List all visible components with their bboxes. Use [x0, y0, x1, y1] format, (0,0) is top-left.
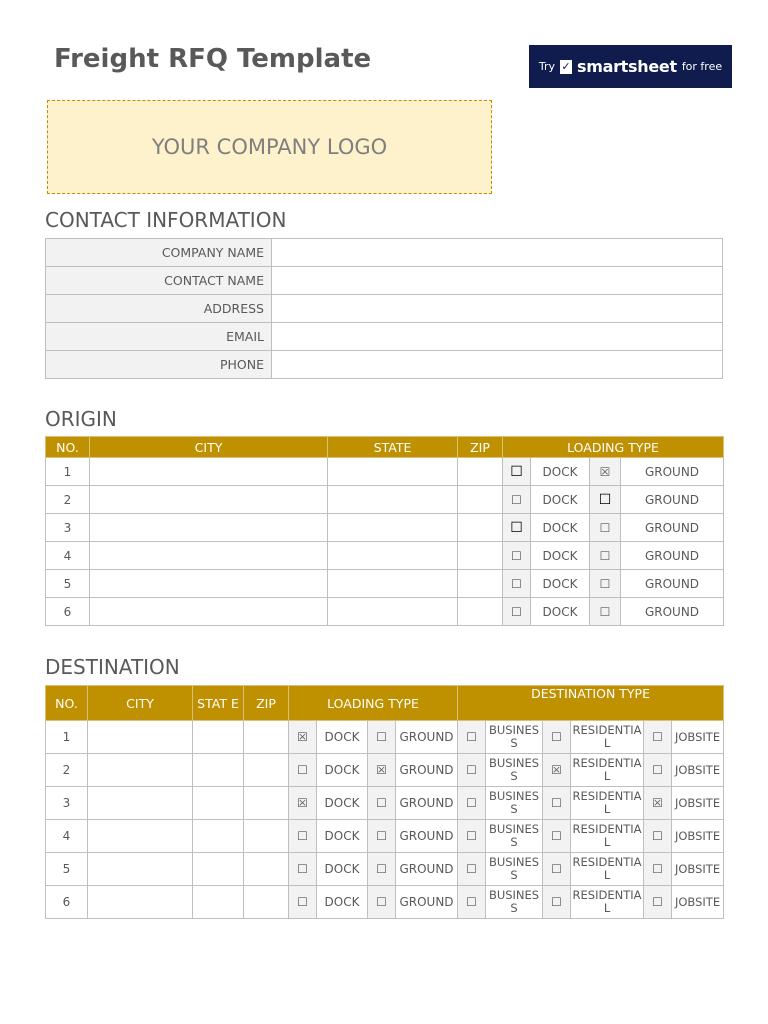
business-checkbox[interactable]: ☐	[458, 853, 486, 886]
residential-checkbox[interactable]: ☐	[543, 853, 571, 886]
page-title: Freight RFQ Template	[54, 44, 372, 74]
state-field[interactable]	[328, 542, 458, 570]
ground-checkbox[interactable]: ☐	[368, 787, 396, 820]
company-name-label: COMPANY NAME	[46, 239, 272, 267]
dock-checkbox[interactable]: ☐	[289, 886, 317, 919]
dock-label: DOCK	[317, 721, 368, 754]
phone-field[interactable]	[272, 351, 723, 379]
address-field[interactable]	[272, 295, 723, 323]
business-checkbox[interactable]: ☐	[458, 787, 486, 820]
zip-field[interactable]	[458, 570, 503, 598]
residential-checkbox[interactable]: ☐	[543, 787, 571, 820]
city-field[interactable]	[90, 486, 328, 514]
state-field[interactable]	[328, 486, 458, 514]
contact-info-table	[45, 238, 723, 379]
jobsite-label: JOBSITE	[672, 853, 724, 886]
ground-checkbox[interactable]: ☐	[368, 853, 396, 886]
banner-try-text: Try	[538, 60, 555, 73]
dock-checkbox[interactable]: ☒	[289, 721, 317, 754]
business-checkbox[interactable]: ☐	[458, 754, 486, 787]
row-number: 4	[46, 542, 90, 570]
dock-label: DOCK	[317, 787, 368, 820]
ground-checkbox[interactable]: ☐	[590, 486, 621, 514]
ground-label: GROUND	[396, 721, 458, 754]
contact-section-heading: CONTACT INFORMATION	[45, 208, 287, 232]
residential-checkbox[interactable]: ☐	[543, 721, 571, 754]
row-number: 3	[46, 787, 88, 820]
jobsite-label: JOBSITE	[672, 820, 724, 853]
ground-checkbox[interactable]: ☐	[368, 820, 396, 853]
table-row	[46, 853, 724, 886]
state-field[interactable]	[193, 787, 244, 820]
ground-label: GROUND	[621, 542, 724, 570]
zip-field[interactable]	[244, 820, 289, 853]
state-field[interactable]	[193, 853, 244, 886]
jobsite-label: JOBSITE	[672, 721, 724, 754]
jobsite-checkbox[interactable]: ☐	[644, 721, 672, 754]
ground-label: GROUND	[396, 886, 458, 919]
table-row	[46, 323, 723, 351]
jobsite-checkbox[interactable]: ☐	[644, 853, 672, 886]
city-field[interactable]	[90, 598, 328, 626]
row-number: 2	[46, 486, 90, 514]
ground-checkbox[interactable]: ☐	[368, 886, 396, 919]
city-field[interactable]	[88, 721, 193, 754]
dest-zip-header: ZIP	[244, 686, 289, 721]
table-row	[46, 486, 724, 514]
smartsheet-try-free-banner[interactable]	[529, 45, 732, 88]
business-label: BUSINESS	[486, 886, 543, 919]
residential-label: RESIDENTIAL	[571, 820, 644, 853]
dest-city-header: CITY	[88, 686, 193, 721]
residential-label: RESIDENTIAL	[571, 787, 644, 820]
business-checkbox[interactable]: ☐	[458, 886, 486, 919]
state-field[interactable]	[328, 514, 458, 542]
state-field[interactable]	[193, 886, 244, 919]
jobsite-label: JOBSITE	[672, 754, 724, 787]
state-field[interactable]	[328, 598, 458, 626]
ground-label: GROUND	[621, 570, 724, 598]
city-field[interactable]	[88, 820, 193, 853]
row-number: 6	[46, 886, 88, 919]
row-number: 1	[46, 721, 88, 754]
origin-city-header: CITY	[90, 437, 328, 458]
state-field[interactable]	[328, 458, 458, 486]
residential-label: RESIDENTIAL	[571, 721, 644, 754]
zip-field[interactable]	[244, 787, 289, 820]
business-checkbox[interactable]: ☐	[458, 721, 486, 754]
jobsite-checkbox[interactable]: ☐	[644, 820, 672, 853]
zip-field[interactable]	[244, 853, 289, 886]
business-label: BUSINESS	[486, 853, 543, 886]
origin-zip-header: ZIP	[458, 437, 503, 458]
dock-label: DOCK	[531, 458, 590, 486]
dock-checkbox[interactable]: ☐	[503, 542, 531, 570]
dock-checkbox[interactable]: ☐	[503, 486, 531, 514]
dest-loading-type-header: LOADING TYPE	[289, 686, 458, 721]
origin-table	[45, 436, 724, 626]
city-field[interactable]	[88, 886, 193, 919]
dock-checkbox[interactable]: ☒	[289, 787, 317, 820]
row-number: 3	[46, 514, 90, 542]
residential-label: RESIDENTIAL	[571, 886, 644, 919]
ground-label: GROUND	[396, 853, 458, 886]
zip-field[interactable]	[458, 514, 503, 542]
dest-no-header: NO.	[46, 686, 88, 721]
ground-label: GROUND	[621, 486, 724, 514]
dock-checkbox[interactable]: ☐	[503, 458, 531, 486]
city-field[interactable]	[88, 787, 193, 820]
state-field[interactable]	[193, 721, 244, 754]
state-field[interactable]	[193, 820, 244, 853]
origin-section-heading: ORIGIN	[45, 407, 117, 431]
row-number: 1	[46, 458, 90, 486]
state-field[interactable]	[328, 570, 458, 598]
contact-name-field[interactable]	[272, 267, 723, 295]
ground-label: GROUND	[621, 514, 724, 542]
dock-label: DOCK	[317, 853, 368, 886]
business-label: BUSINESS	[486, 754, 543, 787]
ground-checkbox[interactable]: ☒	[590, 458, 621, 486]
company-logo-placeholder[interactable]	[47, 100, 492, 194]
row-number: 5	[46, 570, 90, 598]
zip-field[interactable]	[244, 886, 289, 919]
logo-placeholder-text: YOUR COMPANY LOGO	[151, 135, 388, 159]
dest-destination-type-header: DESTINATION TYPE	[458, 686, 724, 721]
jobsite-checkbox[interactable]: ☐	[644, 886, 672, 919]
ground-checkbox[interactable]: ☐	[590, 598, 621, 626]
dock-label: DOCK	[531, 570, 590, 598]
row-number: 4	[46, 820, 88, 853]
dock-checkbox[interactable]: ☐	[503, 570, 531, 598]
dock-label: DOCK	[531, 598, 590, 626]
dest-state-header: STAT E	[193, 686, 244, 721]
table-row	[46, 295, 723, 323]
dock-checkbox[interactable]: ☐	[503, 598, 531, 626]
table-row	[46, 754, 724, 787]
ground-checkbox[interactable]: ☐	[590, 570, 621, 598]
table-row	[46, 721, 724, 754]
dock-label: DOCK	[531, 486, 590, 514]
zip-field[interactable]	[458, 598, 503, 626]
ground-checkbox[interactable]: ☐	[368, 721, 396, 754]
zip-field[interactable]	[244, 721, 289, 754]
origin-header-row	[46, 437, 724, 458]
banner-free-text: for free	[681, 60, 723, 73]
table-row	[46, 542, 724, 570]
table-row	[46, 787, 724, 820]
jobsite-label: JOBSITE	[672, 787, 724, 820]
zip-field[interactable]	[458, 458, 503, 486]
row-number: 2	[46, 754, 88, 787]
table-row	[46, 267, 723, 295]
row-number: 6	[46, 598, 90, 626]
city-field[interactable]	[88, 853, 193, 886]
table-row	[46, 820, 724, 853]
company-name-field[interactable]	[272, 239, 723, 267]
ground-label: GROUND	[621, 458, 724, 486]
business-label: BUSINESS	[486, 820, 543, 853]
dock-checkbox[interactable]: ☐	[503, 514, 531, 542]
table-row	[46, 351, 723, 379]
contact-name-label: CONTACT NAME	[46, 267, 272, 295]
business-label: BUSINESS	[486, 787, 543, 820]
city-field[interactable]	[90, 570, 328, 598]
destination-header-row	[46, 686, 724, 721]
city-field[interactable]	[88, 754, 193, 787]
ground-checkbox[interactable]: ☒	[368, 754, 396, 787]
row-number: 5	[46, 853, 88, 886]
origin-loading-type-header: LOADING TYPE	[503, 437, 724, 458]
dock-label: DOCK	[531, 542, 590, 570]
city-field[interactable]	[90, 542, 328, 570]
jobsite-checkbox[interactable]: ☐	[644, 754, 672, 787]
table-row	[46, 239, 723, 267]
ground-label: GROUND	[621, 598, 724, 626]
origin-state-header: STATE	[328, 437, 458, 458]
jobsite-label: JOBSITE	[672, 886, 724, 919]
dock-label: DOCK	[317, 754, 368, 787]
zip-field[interactable]	[458, 542, 503, 570]
residential-checkbox[interactable]: ☐	[543, 820, 571, 853]
destination-table	[45, 685, 724, 919]
business-label: BUSINESS	[486, 721, 543, 754]
destination-section-heading: DESTINATION	[45, 655, 180, 679]
ground-checkbox[interactable]: ☐	[590, 542, 621, 570]
email-field[interactable]	[272, 323, 723, 351]
ground-label: GROUND	[396, 787, 458, 820]
dock-checkbox[interactable]: ☐	[289, 754, 317, 787]
ground-checkbox[interactable]: ☐	[590, 514, 621, 542]
origin-no-header: NO.	[46, 437, 90, 458]
residential-label: RESIDENTIAL	[571, 754, 644, 787]
table-row	[46, 458, 724, 486]
residential-label: RESIDENTIAL	[571, 853, 644, 886]
zip-field[interactable]	[458, 486, 503, 514]
table-row	[46, 514, 724, 542]
ground-label: GROUND	[396, 820, 458, 853]
phone-label: PHONE	[46, 351, 272, 379]
email-label: EMAIL	[46, 323, 272, 351]
smartsheet-check-icon: ✓	[561, 59, 571, 73]
zip-field[interactable]	[244, 754, 289, 787]
dock-checkbox[interactable]: ☐	[289, 820, 317, 853]
table-row	[46, 570, 724, 598]
residential-checkbox[interactable]: ☐	[543, 886, 571, 919]
state-field[interactable]	[193, 754, 244, 787]
city-field[interactable]	[90, 458, 328, 486]
residential-checkbox[interactable]: ☒	[543, 754, 571, 787]
business-checkbox[interactable]: ☐	[458, 820, 486, 853]
city-field[interactable]	[90, 514, 328, 542]
dock-label: DOCK	[317, 886, 368, 919]
banner-brand-text: smartsheet	[577, 57, 677, 76]
table-row	[46, 598, 724, 626]
address-label: ADDRESS	[46, 295, 272, 323]
dock-label: DOCK	[317, 820, 368, 853]
ground-label: GROUND	[396, 754, 458, 787]
jobsite-checkbox[interactable]: ☒	[644, 787, 672, 820]
dock-checkbox[interactable]: ☐	[289, 853, 317, 886]
dock-label: DOCK	[531, 514, 590, 542]
table-row	[46, 886, 724, 919]
